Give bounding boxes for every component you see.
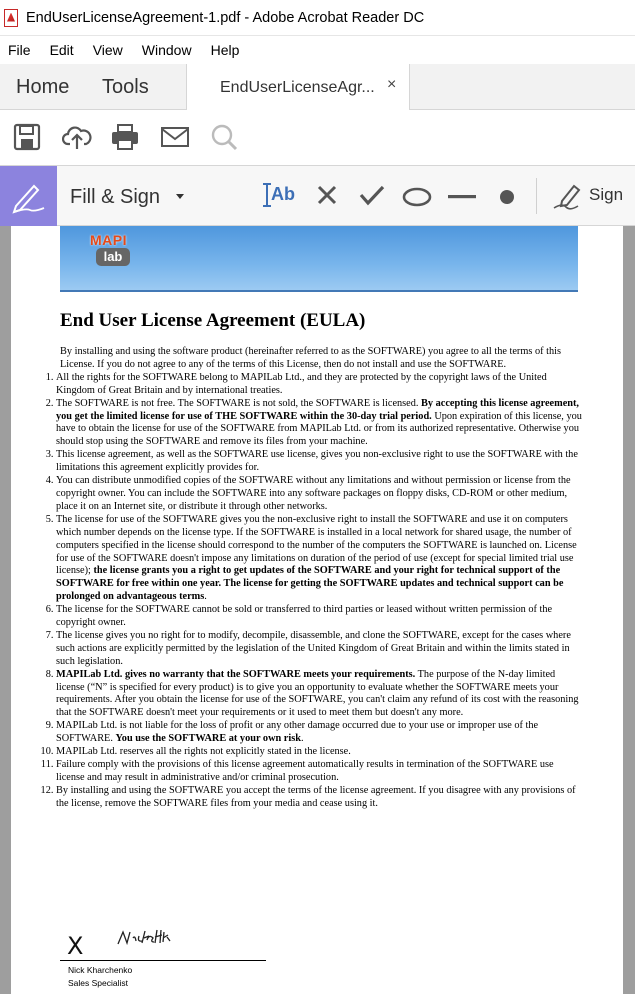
pdf-page: [11, 226, 623, 994]
mapilab-logo: [90, 232, 136, 268]
intro-paragraph: By installing and using the software product (hereinafter referred to as the SOFTWARE) you agree to all the terms of this License. If you do not agree to any of the terms of this License, then do not install and use the SOFTWARE.: [60, 346, 561, 370]
list-item: 12. By installing and using the SOFTWARE you accept the terms of the license agreement. If you disagree with any provisions of the license, remove the SOFTWARE files from your media and cease using it.: [56, 785, 583, 811]
upload-cloud-icon[interactable]: [62, 122, 92, 152]
fill-sign-pen-icon[interactable]: [0, 166, 57, 226]
print-icon[interactable]: [110, 122, 140, 152]
list-item: 10. MAPILab Ltd. reserves all the rights not explicitly stated in the license.: [56, 746, 583, 759]
tab-bar: [0, 64, 635, 110]
menu-file[interactable]: File: [8, 42, 31, 58]
list-item: 5. The license for use of the SOFTWARE gives you the non-exclusive right to install the SOFTWARE and use it on computers which number depends on the license type. If the SOFTWARE is installed in a local network for shared usage, the number of computers specified in the license should correspond to the number of the computers the SOFTWARE is launched on. License for use of the SOFTWARE doesn't impose any limitations on duration of the period of use (except for special limited trial use license); the license grants you a right to get updates of the SOFTWARE and your right for technical support of the SOFTWARE for free within one year. The license for getting the SOFTWARE updates and technical support can be prolonged on advantageous terms.: [56, 514, 583, 604]
cross-icon[interactable]: [316, 184, 338, 206]
fill-sign-menu[interactable]: Fill & Sign: [70, 186, 161, 208]
terms-list: [38, 372, 583, 811]
window-title: EndUserLicenseAgreement-1.pdf - Adobe Acrobat Reader DC: [26, 9, 425, 26]
save-icon[interactable]: [12, 122, 42, 152]
list-item: 4. You can distribute unmodified copies of the SOFTWARE without any limitations and without permission or license from the copyright owner. You can include the SOFTWARE into any software packages on floppy disks, CD-ROM or other medium, place it on an Internet site, or distribute it through other networks.: [56, 475, 583, 514]
tab-home[interactable]: Home: [16, 76, 70, 98]
signature-mark: X: [67, 932, 84, 960]
list-item: 7. The license gives you no right for to modify, decompile, disassemble, and clone the SOFTWARE, except for the cases where such actions are explicitly permitted by the legislation of the United Kingdom of Great Britain and within the limits stated in such legislation.: [56, 630, 583, 669]
toolbar-divider: [536, 178, 537, 214]
tab-tools[interactable]: Tools: [102, 76, 149, 98]
handwritten-signature: [115, 926, 185, 950]
checkmark-icon[interactable]: [359, 184, 385, 206]
document-viewer[interactable]: [0, 226, 635, 994]
ellipse-icon[interactable]: [402, 187, 432, 207]
menu-help[interactable]: Help: [210, 42, 240, 58]
sign-pen-icon[interactable]: [552, 181, 584, 211]
search-icon[interactable]: [209, 122, 239, 152]
list-item: 11. Failure comply with the provisions of this license agreement automatically results in termination of the SOFTWARE use license and may result in administrative and/or criminal prosecution.: [56, 759, 583, 785]
tab-document[interactable]: [186, 64, 410, 111]
menu-edit[interactable]: Edit: [49, 42, 74, 58]
list-item: 1. All the rights for the SOFTWARE belong to MAPILab Ltd., and they are protected by the copyright laws of the United Kingdom of Great Britain and by international treaties.: [56, 372, 583, 398]
logo-text-top: MAPI: [90, 232, 127, 248]
title-bar: [0, 0, 635, 36]
text-field-label: Ab: [271, 184, 295, 204]
chevron-down-icon[interactable]: [176, 194, 184, 199]
logo-text-bottom: lab: [96, 248, 130, 266]
signature-line: [60, 960, 266, 961]
signer-role: Sales Specialist: [68, 978, 129, 988]
signer-name: Nick Kharchenko: [68, 965, 133, 975]
menu-bar: [0, 36, 635, 64]
list-item: 8. MAPILab Ltd. gives no warranty that the SOFTWARE meets your requirements. The purpose of the N-day limited license (“N” is specified for every product) is to give you an opportunity to evaluate whether the SOFTWARE meets your requirements. After you obtain the license for use of the SOFTWARE, you can't claim any refund of its cost with the reasoning that the SOFTWARE doesn't meet your requirements or it used to meet them but doesn't any more.: [56, 669, 583, 721]
menu-window[interactable]: Window: [141, 42, 192, 58]
main-toolbar: [0, 110, 635, 166]
fill-sign-toolbar: [0, 166, 635, 226]
list-item: 9. MAPILab Ltd. is not liable for the loss of profit or any other damage occurred due to your use or improper use of the SOFTWARE. You use the SOFTWARE at your own risk.: [56, 720, 583, 746]
sign-button[interactable]: Sign: [589, 185, 624, 204]
tab-document-label: EndUserLicenseAgr...: [220, 79, 375, 96]
list-item: 3. This license agreement, as well as the SOFTWARE use license, gives you non-exclusive right to use the SOFTWARE with the limitations this agreement explicitly provides for.: [56, 449, 583, 475]
text-field-icon[interactable]: [266, 183, 300, 209]
menu-view[interactable]: View: [92, 42, 123, 58]
close-tab-icon[interactable]: ×: [387, 76, 397, 93]
list-item: 2. The SOFTWARE is not free. The SOFTWARE is not sold, the SOFTWARE is licensed. By accepting this license agreement, you get the limited license for use of THE SOFTWARE within the 30-day trial period. Upon expiration of this license, you have to obtain the license for use of the SOFTWARE from MAPILab Ltd. or from its authorized representative. Otherwise you should stop using the SOFTWARE and remove its files from your machine.: [56, 398, 583, 450]
line-icon[interactable]: [448, 195, 476, 199]
dot-icon[interactable]: [499, 189, 515, 205]
document-title: End User License Agreement (EULA): [60, 310, 366, 331]
email-icon[interactable]: [160, 122, 190, 152]
list-item: 6. The license for the SOFTWARE cannot be sold or transferred to third parties or leased without written permission of the copyright owner.: [56, 604, 583, 630]
header-banner: [60, 226, 578, 292]
document-body: [38, 346, 583, 811]
pdf-file-icon: [4, 9, 18, 27]
